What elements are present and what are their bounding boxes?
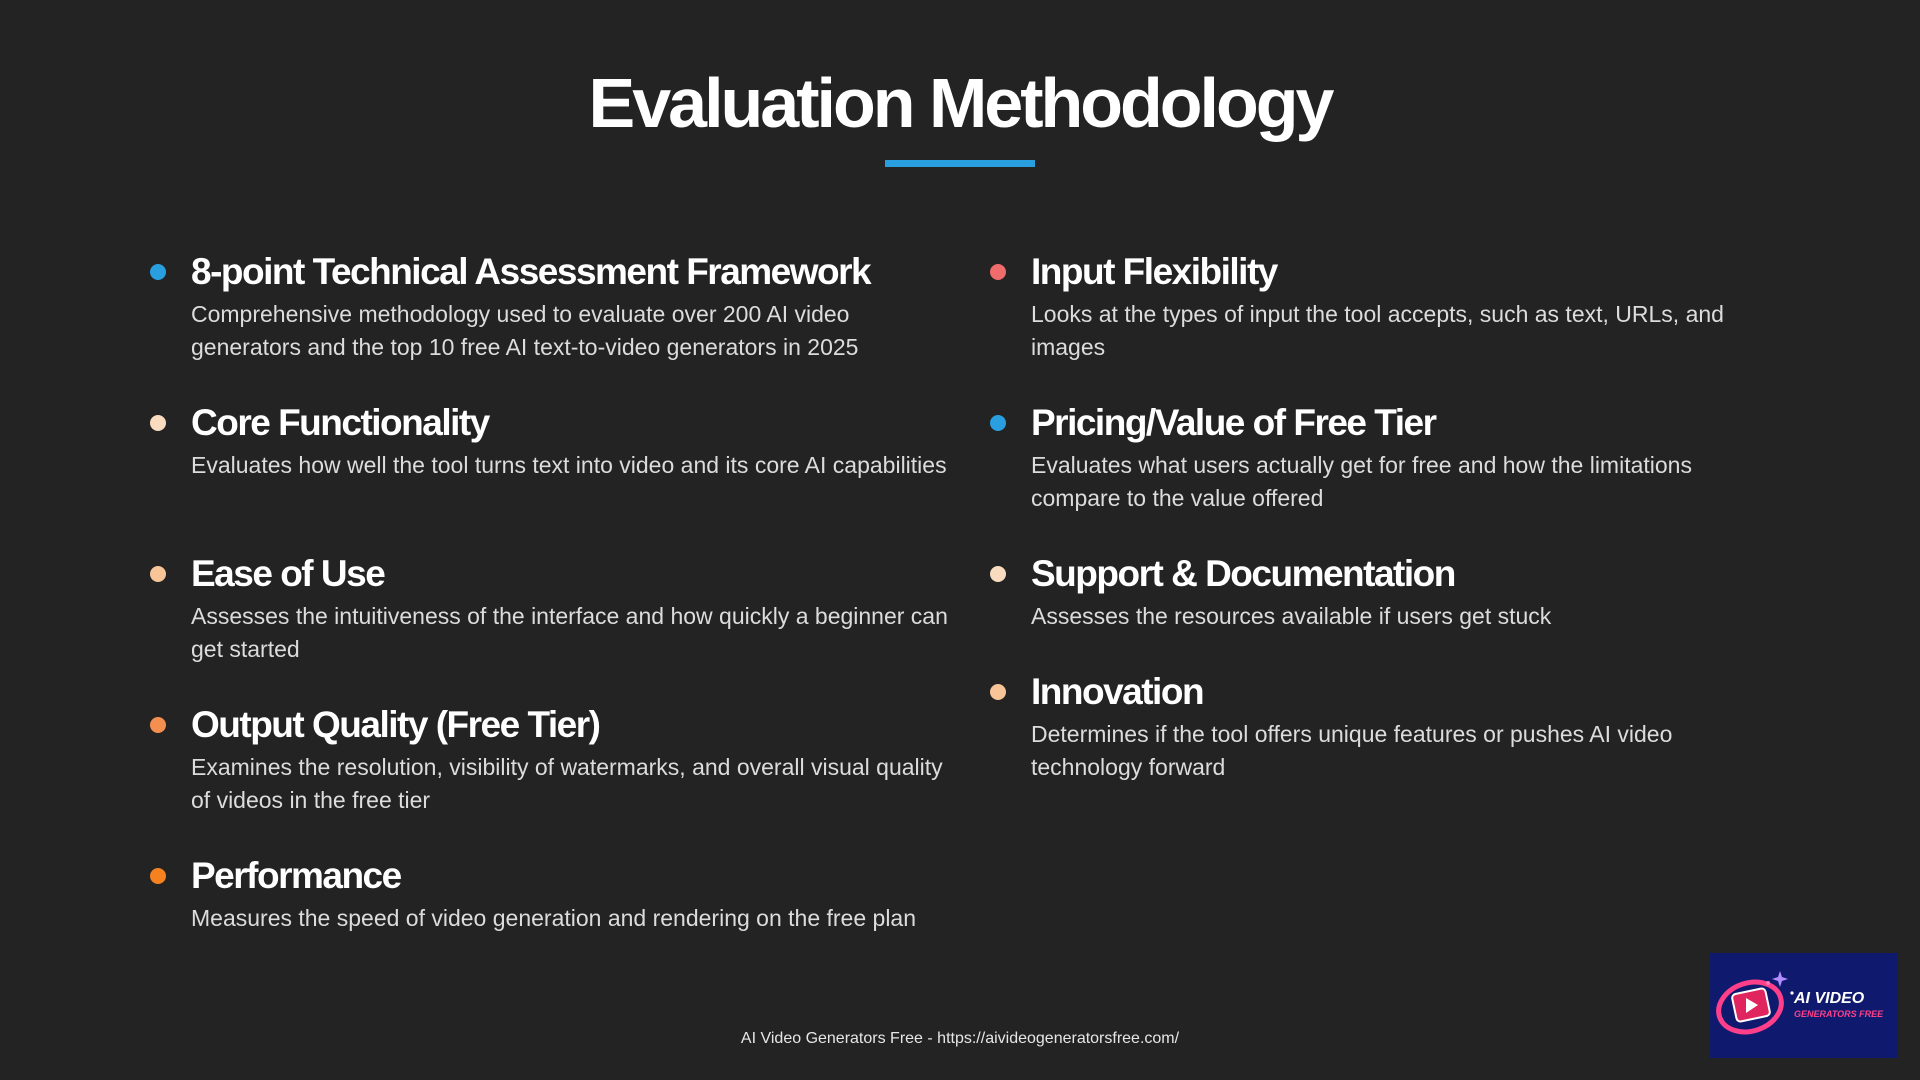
bullet-dot <box>990 415 1006 431</box>
criterion-title: Support & Documentation <box>1031 553 1455 594</box>
criterion-description: Evaluates how well the tool turns text into video and its core AI capabilities <box>191 452 947 478</box>
bullet-dot <box>150 868 166 884</box>
bullet-dot <box>990 264 1006 280</box>
logo-text-primary: AI VIDEO <box>1794 990 1865 1007</box>
bullet-dot <box>150 415 166 431</box>
bullet-dot <box>990 566 1006 582</box>
criterion-title: Innovation <box>1031 671 1204 712</box>
criterion-description: Assesses the intuitiveness of the interface and how quickly a beginner can get started <box>191 603 948 662</box>
criterion-title: Output Quality (Free Tier) <box>191 704 600 745</box>
criterion-title: 8-point Technical Assessment Framework <box>191 251 871 292</box>
bullet-dot <box>150 566 166 582</box>
criterion-description: Measures the speed of video generation and rendering on the free plan <box>191 905 917 931</box>
criterion-description: Evaluates what users actually get for free and how the limitations compare to the value offered <box>1031 452 1692 511</box>
criterion-description: Comprehensive methodology used to evaluate over 200 AI video generators and the top 10 free AI text-to-video generators in 2025 <box>191 301 859 360</box>
page-title: Evaluation Methodology <box>588 64 1332 142</box>
brand-logo <box>1710 953 1898 1058</box>
footer-attribution: AI Video Generators Free - https://aivideogeneratorsfree.com/ <box>740 1030 1180 1047</box>
criterion-description: Looks at the types of input the tool accepts, such as text, URLs, and images <box>1031 301 1724 360</box>
criterion-title: Performance <box>191 855 401 896</box>
logo-text-secondary: GENERATORS FREE <box>1794 1009 1884 1019</box>
criterion-description: Determines if the tool offers unique features or pushes AI video technology forward <box>1031 721 1673 780</box>
criterion-description: Examines the resolution, visibility of watermarks, and overall visual quality of videos in the free tier <box>191 754 943 813</box>
criterion-description: Assesses the resources available if users get stuck <box>1031 603 1552 629</box>
criterion-title: Pricing/Value of Free Tier <box>1031 402 1436 443</box>
criterion-title: Ease of Use <box>191 553 385 594</box>
bullet-dot <box>150 717 166 733</box>
criterion-title: Core Functionality <box>191 402 489 443</box>
criterion-title: Input Flexibility <box>1031 251 1277 292</box>
bullet-dot <box>150 264 166 280</box>
bullet-dot <box>990 684 1006 700</box>
title-underline <box>885 160 1035 167</box>
